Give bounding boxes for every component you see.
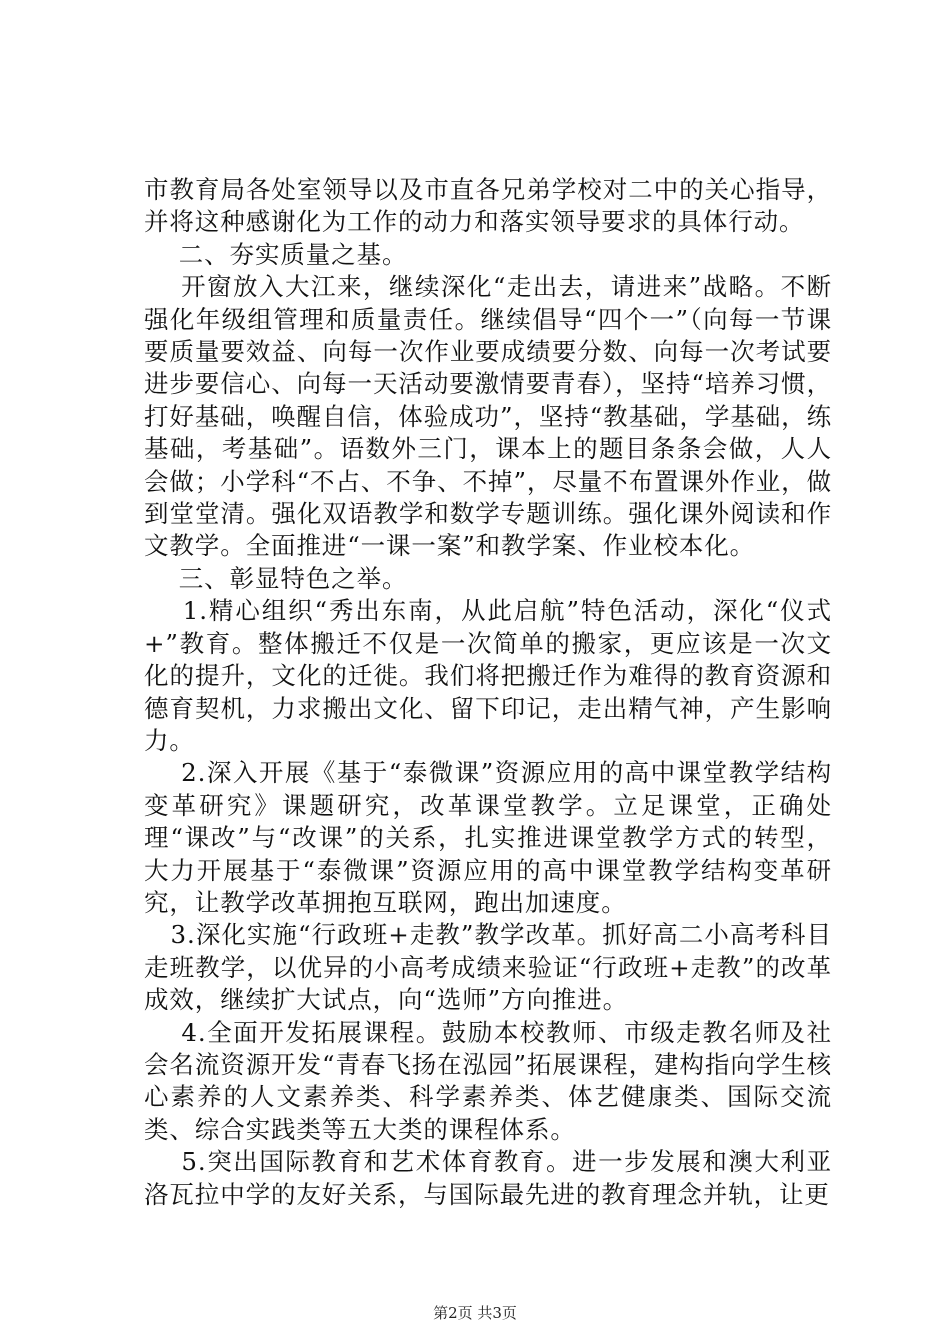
paragraph-item-4: 4.全面开发拓展课程。鼓励本校教师、市级走教名师及社会名流资源开发“青春飞扬在泓园”拓展课程，建构指向学生核心素养的人文素养类、科学素养类、体艺健康类、国际交流类、综合实践类等五大类的课程体系。 bbox=[144, 1017, 832, 1144]
paragraph-item-3: 3.深化实施“行政班+走教”教学改革。抓好高二小高考科目走班教学，以优异的小高考成绩来验证“行政班+走教”的改革成效，继续扩大试点，向“选师”方向推进。 bbox=[144, 920, 832, 1015]
heading-quality-foundation: 二、夯实质量之基。 bbox=[144, 239, 408, 269]
document-body bbox=[144, 174, 832, 1211]
paragraph-gratitude-end: 市教育局各处室领导以及市直各兄弟学校对二中的关心指导，并将这种感谢化为工作的动力和落实领导要求的具体行动。 bbox=[144, 175, 832, 237]
paragraph-item-5: 5.突出国际教育和艺术体育教育。进一步发展和澳大利亚洛瓦拉中学的友好关系，与国际最先进的教育理念并轨，让更 bbox=[144, 1147, 832, 1209]
paragraph-item-1: 1.精心组织“秀出东南，从此启航”特色活动，深化“仪式+”教育。整体搬迁不仅是一次简单的搬家，更应该是一次文化的提升，文化的迁徙。我们将把搬迁作为难得的教育资源和德育契机，力求搬出文化、留下印记，走出精气神，产生影响力。 bbox=[144, 596, 832, 755]
heading-characteristics: 三、彰显特色之举。 bbox=[144, 563, 408, 593]
page-number-footer: 第2页 共3页 bbox=[433, 1304, 517, 1322]
paragraph-item-2: 2.深入开展《基于“泰微课”资源应用的高中课堂教学结构变革研究》课题研究，改革课堂教学。立足课堂，正确处理“课改”与“改课”的关系，扎实推进课堂教学方式的转型，大力开展基于“泰微课”资源应用的高中课堂教学结构变革研究，让教学改革拥抱互联网，跑出加速度。 bbox=[144, 758, 832, 917]
paragraph-quality: 开窗放入大江来，继续深化“走出去，请进来”战略。不断强化年级组管理和质量责任。继续倡导“四个一”（向每一节课要质量要效益、向每一次作业要成绩要分数、向每一次考试要进步要信心、向每一天活动要激情要青春），坚持“培养习惯，打好基础，唤醒自信，体验成功”，坚持“教基础，学基础，练基础，考基础”。语数外三门，课本上的题目条条会做，人人会做；小学科“不占、不争、不掉”，尽量不布置课外作业，做到堂堂清。强化双语教学和数学专题训练。强化课外阅读和作文教学。全面推进“一课一案”和教学案、作业校本化。 bbox=[144, 272, 832, 561]
